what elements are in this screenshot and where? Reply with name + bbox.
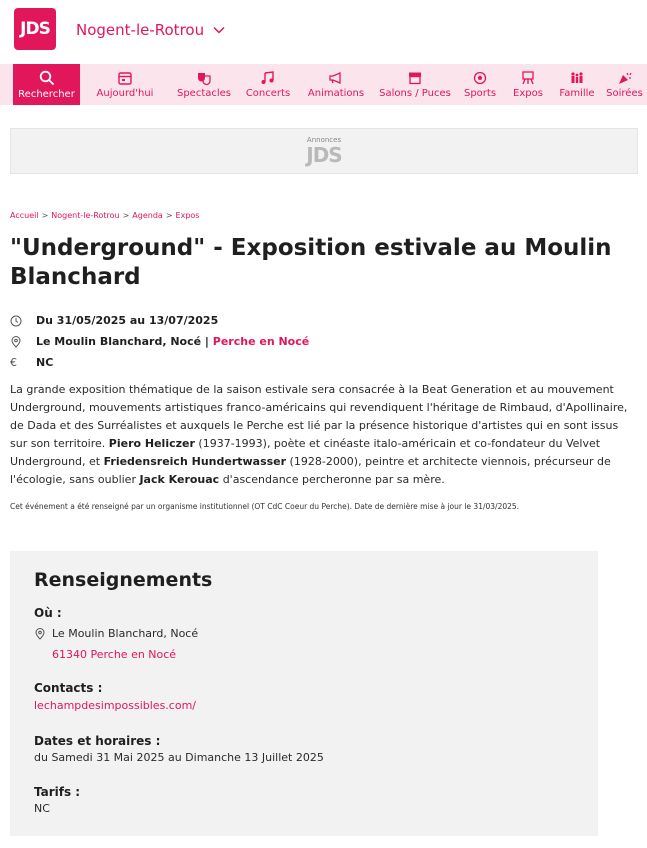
contacts-label: Contacts : xyxy=(34,681,103,695)
ball-icon xyxy=(472,71,488,85)
event-dates: Du 31/05/2025 au 13/07/2025 xyxy=(36,314,219,327)
artist-name: Friedensreich Hundertwasser xyxy=(103,455,287,468)
breadcrumb-expos[interactable]: Expos xyxy=(175,211,200,220)
search-button[interactable] xyxy=(13,64,80,105)
category-nav xyxy=(0,64,647,105)
dates-label: Dates et horaires : xyxy=(34,734,161,748)
dates-value: du Samedi 31 Mai 2025 au Dimanche 13 Juillet 2025 xyxy=(34,751,324,764)
nav-item-expos[interactable]: Expos xyxy=(504,64,552,105)
megaphone-icon xyxy=(328,71,344,85)
where-label: Où : xyxy=(34,606,62,620)
update-note: Cet événement a été renseigné par un organisme institutionnel (OT CdC Coeur du Perche). Date de dernière mise à jour le 31/03/2025. xyxy=(10,502,520,511)
info-box xyxy=(10,551,598,836)
nav-item-spectacles[interactable]: Spectacles xyxy=(170,64,238,105)
event-price: NC xyxy=(36,356,54,369)
event-price-row xyxy=(10,352,309,373)
event-dates-row xyxy=(10,310,309,331)
tarifs-value: NC xyxy=(34,802,50,815)
city-name: Nogent-le-Rotrou xyxy=(76,21,205,39)
where-section xyxy=(34,606,198,661)
event-venue-row: Le Moulin Blanchard, Nocé | Perche en Nocé xyxy=(10,331,309,352)
tarifs-label: Tarifs : xyxy=(34,785,81,799)
breadcrumb-city[interactable]: Nogent-le-Rotrou xyxy=(51,211,120,220)
contact-website-link[interactable]: lechampdesimpossibles.com/ xyxy=(34,699,196,712)
party-popper-icon xyxy=(617,71,633,85)
ad-banner[interactable] xyxy=(10,128,638,174)
easel-icon xyxy=(520,71,536,85)
stall-icon xyxy=(407,71,423,85)
where-venue: Le Moulin Blanchard, Nocé xyxy=(52,627,199,640)
nav-item-salons-puces[interactable]: Salons / Puces xyxy=(374,64,456,105)
search-icon xyxy=(39,70,55,86)
where-city-link[interactable]: 61340 Perche en Nocé xyxy=(52,648,177,661)
artist-name: Piero Heliczer xyxy=(108,437,195,450)
jds-logo[interactable]: JDS xyxy=(14,8,56,50)
breadcrumb-home[interactable]: Accueil xyxy=(10,211,39,220)
page-title: "Underground" - Exposition estivale au Moulin Blanchard xyxy=(10,235,612,290)
nav-item-soirees[interactable]: Soirées xyxy=(602,64,647,105)
nav-item-aujourdhui[interactable]: Aujourd'hui xyxy=(80,64,170,105)
theater-masks-icon xyxy=(196,71,212,85)
euro-icon: € xyxy=(10,356,17,369)
ad-label: Annonces xyxy=(306,136,342,144)
nav-item-animations[interactable]: Animations xyxy=(298,64,374,105)
event-description: La grande exposition thématique de la saison estivale sera consacrée à la Beat Generation et au mouvement Underground, mouvements artistiques franco-américains qui revendiquent l'héritage de Rimbaud, d'Apollinaire, de Dada et des Surréalistes et auxquels le Perche est lié par la présence historique d'artistes qui en sont issus sur son territoire. Piero Heliczer (1937-1993), poète et cinéaste italo-américain et co-fondateur du Velvet Underground, et Friedensreich Hundertwasser (1928-2000), peintre et architecte viennois, précurseur de l'écologie, sans oublier Jack Kerouac d'ascendance percheronne par sa mère. xyxy=(10,383,628,486)
event-town-link[interactable]: Perche en Nocé xyxy=(212,335,310,348)
event-meta xyxy=(10,310,309,373)
contacts-section xyxy=(34,681,196,712)
clock-icon xyxy=(10,315,22,327)
breadcrumb-agenda[interactable]: Agenda xyxy=(132,211,163,220)
calendar-icon xyxy=(117,71,133,85)
info-heading: Renseignements xyxy=(34,569,213,591)
location-pin-icon xyxy=(10,336,22,348)
nav-item-concerts[interactable]: Concerts xyxy=(238,64,298,105)
artist-name: Jack Kerouac xyxy=(139,473,220,486)
nav-item-sports[interactable]: Sports xyxy=(456,64,504,105)
dates-section xyxy=(34,734,324,764)
search-label: Rechercher xyxy=(18,88,75,100)
city-selector[interactable] xyxy=(76,21,226,39)
music-notes-icon xyxy=(260,71,276,85)
family-icon xyxy=(569,71,585,85)
breadcrumb: Accueil > Nogent-le-Rotrou > Agenda > Expos xyxy=(10,211,200,220)
location-pin-icon xyxy=(34,628,46,640)
tarifs-section xyxy=(34,785,80,815)
event-venue: Le Moulin Blanchard, Nocé xyxy=(36,335,202,348)
ad-logo: JDS xyxy=(306,143,342,167)
nav-item-famille[interactable]: Famille xyxy=(552,64,602,105)
chevron-down-icon xyxy=(212,23,226,37)
site-header xyxy=(0,0,647,64)
